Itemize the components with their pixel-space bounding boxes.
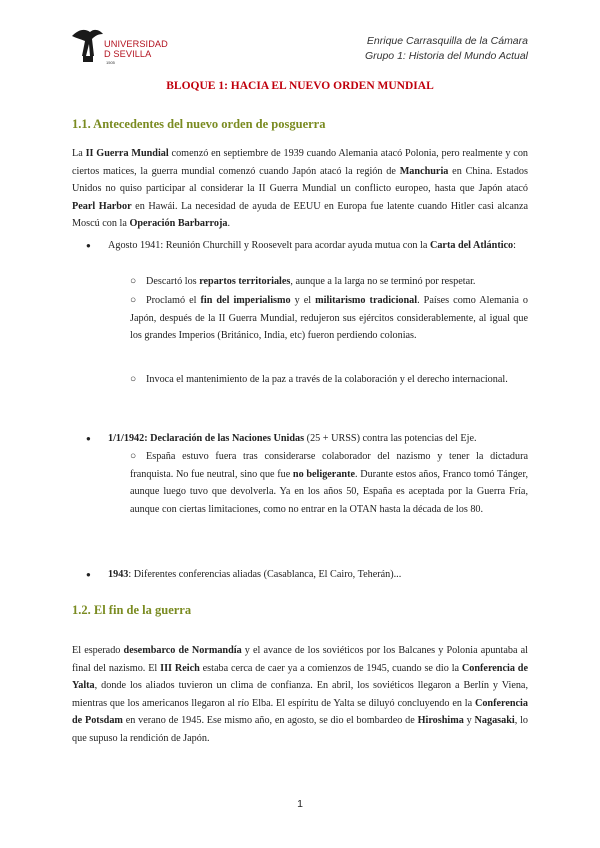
sub-bullet-text: ○ Invoca el mantenimiento de la paz a través de la colaboración y el derecho internacional. [130,371,528,389]
section-heading-1: 1.1. Antecedentes del nuevo orden de posguerra [72,117,326,131]
page-title: BLOQUE 1: HACIA EL NUEVO ORDEN MUNDIAL [166,80,434,92]
bullet-text: 1943: Diferentes conferencias aliadas (Casablanca, El Cairo, Teherán)... [108,569,402,580]
circle-bullet-icon: ○ [130,295,137,306]
logo-line-2: D SEVILLA [104,49,152,59]
bullet-text: Agosto 1941: Reunión Churchill y Roosevelt para acordar ayuda mutua con la Carta del Atlántico: [108,240,516,251]
university-logo [70,26,170,64]
logo-line-1: UNIVERSIDAD [104,39,168,49]
intro-paragraph: La II Guerra Mundial comenzó en septiembre de 1939 cuando Alemania atacó Polonia, pero realmente y con ciertos matices, la guerra mundial comenzó cuando Japón atacó la región de Manchuria en China. Estados Unidos no quiso participar al considerar la II Guerra Mundial un conflicto europeo, hasta que Japón atacó Pearl Harbor en Hawái. La necesidad de ayuda de EEUU en Europa fue latente cuando Hitler casi alcanza Moscú con la Operación Barbarroja. [72,148,529,229]
sub-bullet-text: ○ Descartó los repartos territoriales, aunque a la larga no se terminó por respetar. [130,273,528,291]
course-name: Grupo 1: Historia del Mundo Actual [364,50,528,62]
logo-year: 1505 [106,60,115,65]
page-number: 1 [297,798,303,810]
bullet-icon: ● [86,434,91,443]
logo-text [104,39,168,59]
circle-bullet-icon: ○ [130,451,137,462]
bullet-icon: ● [86,241,91,250]
end-of-war-paragraph: El esperado desembarco de Normandía y el avance de los soviéticos por los Balcanes y Polonia apuntaba al final del nazismo. El III Reich estaba cerca de caer ya a comienzos de 1945, cuando se dio la Conferencia de Yalta, donde los aliados tuvieron un clima de confianza. En abril, los soviéticos llegaron a Berlín y Viena, mientras que los americanos llegaron al río Elba. El espíritu de Yalta se diluyó concluyendo en la Conferencia de Potsdam en verano de 1945. Ese mismo año, en agosto, se dio el bombardeo de Hiroshima y Nagasaki, lo que supuso la rendición de Japón. [72,645,529,744]
circle-bullet-icon: ○ [130,276,137,287]
author-name: Enrique Carrasquilla de la Cámara [366,35,528,47]
section-heading-2: 1.2. El fin de la guerra [72,603,192,617]
sub-bullet-text: ○ España estuvo fuera tras considerarse colaborador del nazismo y tener la dictadura franquista. No fue neutral, sino que fue no beligerante. Durante estos años, Franco tomó Tánger, aunque luego tuvo que devolverla. Ya en los años 50, España es aceptada por la Guerra Fría, aunque con ciertas limitaciones, como no entrar en la OTAN hasta la década de los 80. [130,448,528,518]
giralda-emblem-icon [70,26,104,64]
circle-bullet-icon: ○ [130,374,137,385]
bullet-text: 1/1/1942: Declaración de las Naciones Unidas (25 + URSS) contra las potencias del Eje. [108,433,477,444]
header-info [365,34,528,64]
sub-bullet-text: ○ Proclamó el fin del imperialismo y el militarismo tradicional. Países como Alemania o Japón, después de la II Guerra Mundial, redujeron sus ejércitos considerablemente, al igual que los grandes Imperios (Británico, India, etc) fueron perdiendo colonias. [130,292,528,345]
bullet-icon: ● [86,570,91,579]
